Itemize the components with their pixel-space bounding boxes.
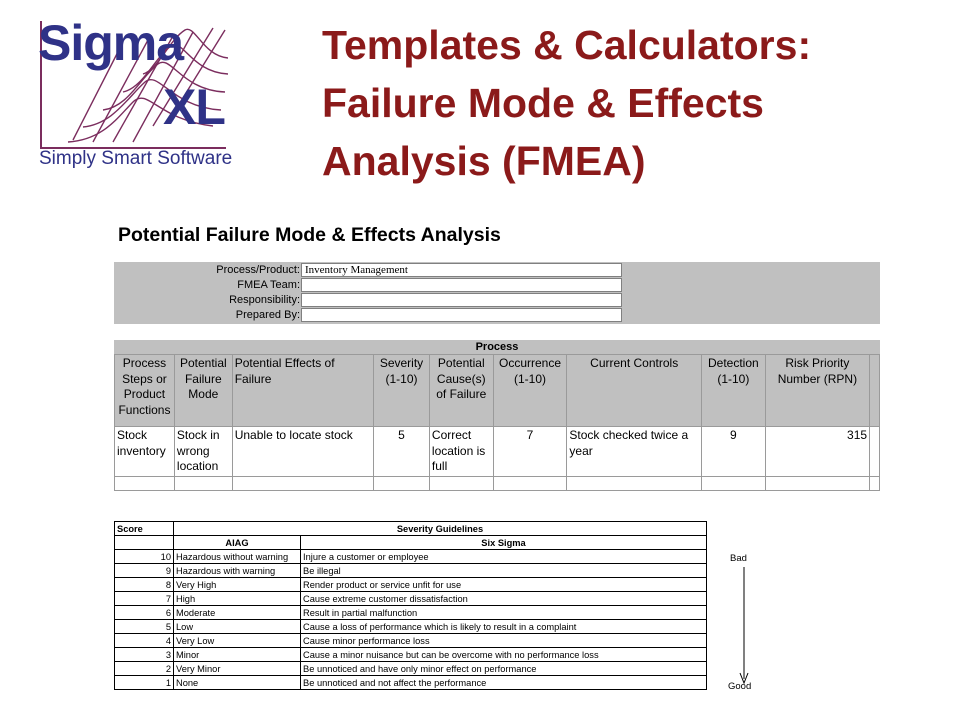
score-header: Score [115,522,174,536]
severity-aiag: None [174,676,301,690]
meta-row-prepared-by [114,308,880,323]
column-header: Potential Cause(s) of Failure [429,355,493,427]
slide-title-line: Analysis (FMEA) [322,138,646,184]
column-header: Potential Effects of Failure [232,355,373,427]
scale-label-bad: Bad [730,553,747,564]
severity-six-sigma: Cause a loss of performance which is likely to result in a complaint [301,620,707,634]
meta-label: Responsibility: [229,294,300,306]
severity-six-sigma: Cause a minor nuisance but can be overcome with no performance loss [301,648,707,662]
severity-row [115,662,707,676]
prepared-by-field[interactable] [301,308,622,322]
severity-six-sigma: Render product or service unfit for use [301,578,707,592]
meta-label: Prepared By: [235,309,300,321]
column-header [870,355,880,427]
severity-row [115,606,707,620]
table-cell[interactable]: Stock inventory [115,427,175,477]
severity-aiag: Moderate [174,606,301,620]
table-row [115,427,880,477]
meta-row-responsibility [114,293,880,308]
aiag-header: AIAG [174,536,301,550]
table-cell[interactable] [174,477,232,491]
meta-row-process-product [114,263,880,278]
column-header: Severity (1-10) [374,355,430,427]
slide-title [322,16,811,190]
logo-text-sigma: Sigma [38,15,184,71]
severity-row [115,578,707,592]
severity-score: 3 [115,648,174,662]
severity-six-sigma: Result in partial malfunction [301,606,707,620]
six-sigma-header: Six Sigma [301,536,707,550]
fmea-table [114,354,880,491]
severity-score: 5 [115,620,174,634]
severity-aiag: Very Minor [174,662,301,676]
severity-aiag: High [174,592,301,606]
process-product-field[interactable]: Inventory Management [301,263,622,277]
table-cell[interactable]: Stock checked twice a year [567,427,702,477]
table-cell[interactable]: 7 [493,427,567,477]
table-cell[interactable] [870,477,880,491]
column-header: Risk Priority Number (RPN) [765,355,869,427]
severity-six-sigma: Injure a customer or employee [301,550,707,564]
severity-row [115,620,707,634]
logo-tagline: Simply Smart Software [39,148,233,169]
severity-row [115,550,707,564]
severity-score: 8 [115,578,174,592]
severity-subheader-row [115,536,707,550]
column-header: Detection (1-10) [701,355,765,427]
table-row-empty [115,477,880,491]
blank-row [114,324,880,340]
severity-row [115,592,707,606]
table-cell[interactable] [115,477,175,491]
severity-score: 7 [115,592,174,606]
severity-guidelines-header: Severity Guidelines [174,522,707,536]
severity-row [115,634,707,648]
column-header: Potential Failure Mode [174,355,232,427]
score-subheader [115,536,174,550]
severity-row [115,564,707,578]
process-band: Process [114,340,880,354]
severity-aiag: Very High [174,578,301,592]
table-cell[interactable] [232,477,373,491]
severity-six-sigma: Be unnoticed and not affect the performance [301,676,707,690]
severity-score: 6 [115,606,174,620]
table-cell[interactable] [429,477,493,491]
slide-title-line: Failure Mode & Effects [322,80,764,126]
table-cell[interactable]: Unable to locate stock [232,427,373,477]
fmea-team-field[interactable] [301,278,622,292]
table-cell[interactable] [567,477,702,491]
responsibility-field[interactable] [301,293,622,307]
column-header: Current Controls [567,355,702,427]
table-header-row [115,355,880,427]
severity-six-sigma: Cause minor performance loss [301,634,707,648]
meta-label: Process/Product: [216,264,300,276]
severity-six-sigma: Cause extreme customer dissatisfaction [301,592,707,606]
table-cell[interactable] [701,477,765,491]
table-cell[interactable]: 5 [374,427,430,477]
logo-text-xl: XL [163,79,225,135]
table-cell[interactable]: 315 [765,427,869,477]
severity-scale [728,553,758,695]
fmea-heading: Potential Failure Mode & Effects Analysis [118,224,501,246]
severity-guidelines-table [114,521,707,690]
severity-aiag: Hazardous without warning [174,550,301,564]
meta-label: FMEA Team: [237,279,300,291]
fmea-worksheet [114,262,880,491]
table-cell[interactable]: Correct location is full [429,427,493,477]
slide-title-line: Templates & Calculators: [322,22,812,68]
table-cell[interactable] [765,477,869,491]
table-cell[interactable] [870,427,880,477]
scale-label-good: Good [728,681,752,692]
severity-score: 9 [115,564,174,578]
severity-aiag: Low [174,620,301,634]
column-header: Occurrence (1-10) [493,355,567,427]
severity-score: 2 [115,662,174,676]
arrow-down-icon [738,567,750,685]
severity-six-sigma: Be unnoticed and have only minor effect on performance [301,662,707,676]
severity-aiag: Minor [174,648,301,662]
severity-row [115,648,707,662]
severity-aiag: Hazardous with warning [174,564,301,578]
table-cell[interactable]: 9 [701,427,765,477]
severity-header-row [115,522,707,536]
column-header: Process Steps or Product Functions [115,355,175,427]
table-cell[interactable] [374,477,430,491]
severity-score: 10 [115,550,174,564]
table-cell[interactable] [493,477,567,491]
severity-score: 4 [115,634,174,648]
severity-aiag: Very Low [174,634,301,648]
severity-score: 1 [115,676,174,690]
sigmaxl-logo [33,14,233,174]
severity-six-sigma: Be illegal [301,564,707,578]
severity-row [115,676,707,690]
meta-row-fmea-team [114,278,880,293]
table-cell[interactable]: Stock in wrong location [174,427,232,477]
